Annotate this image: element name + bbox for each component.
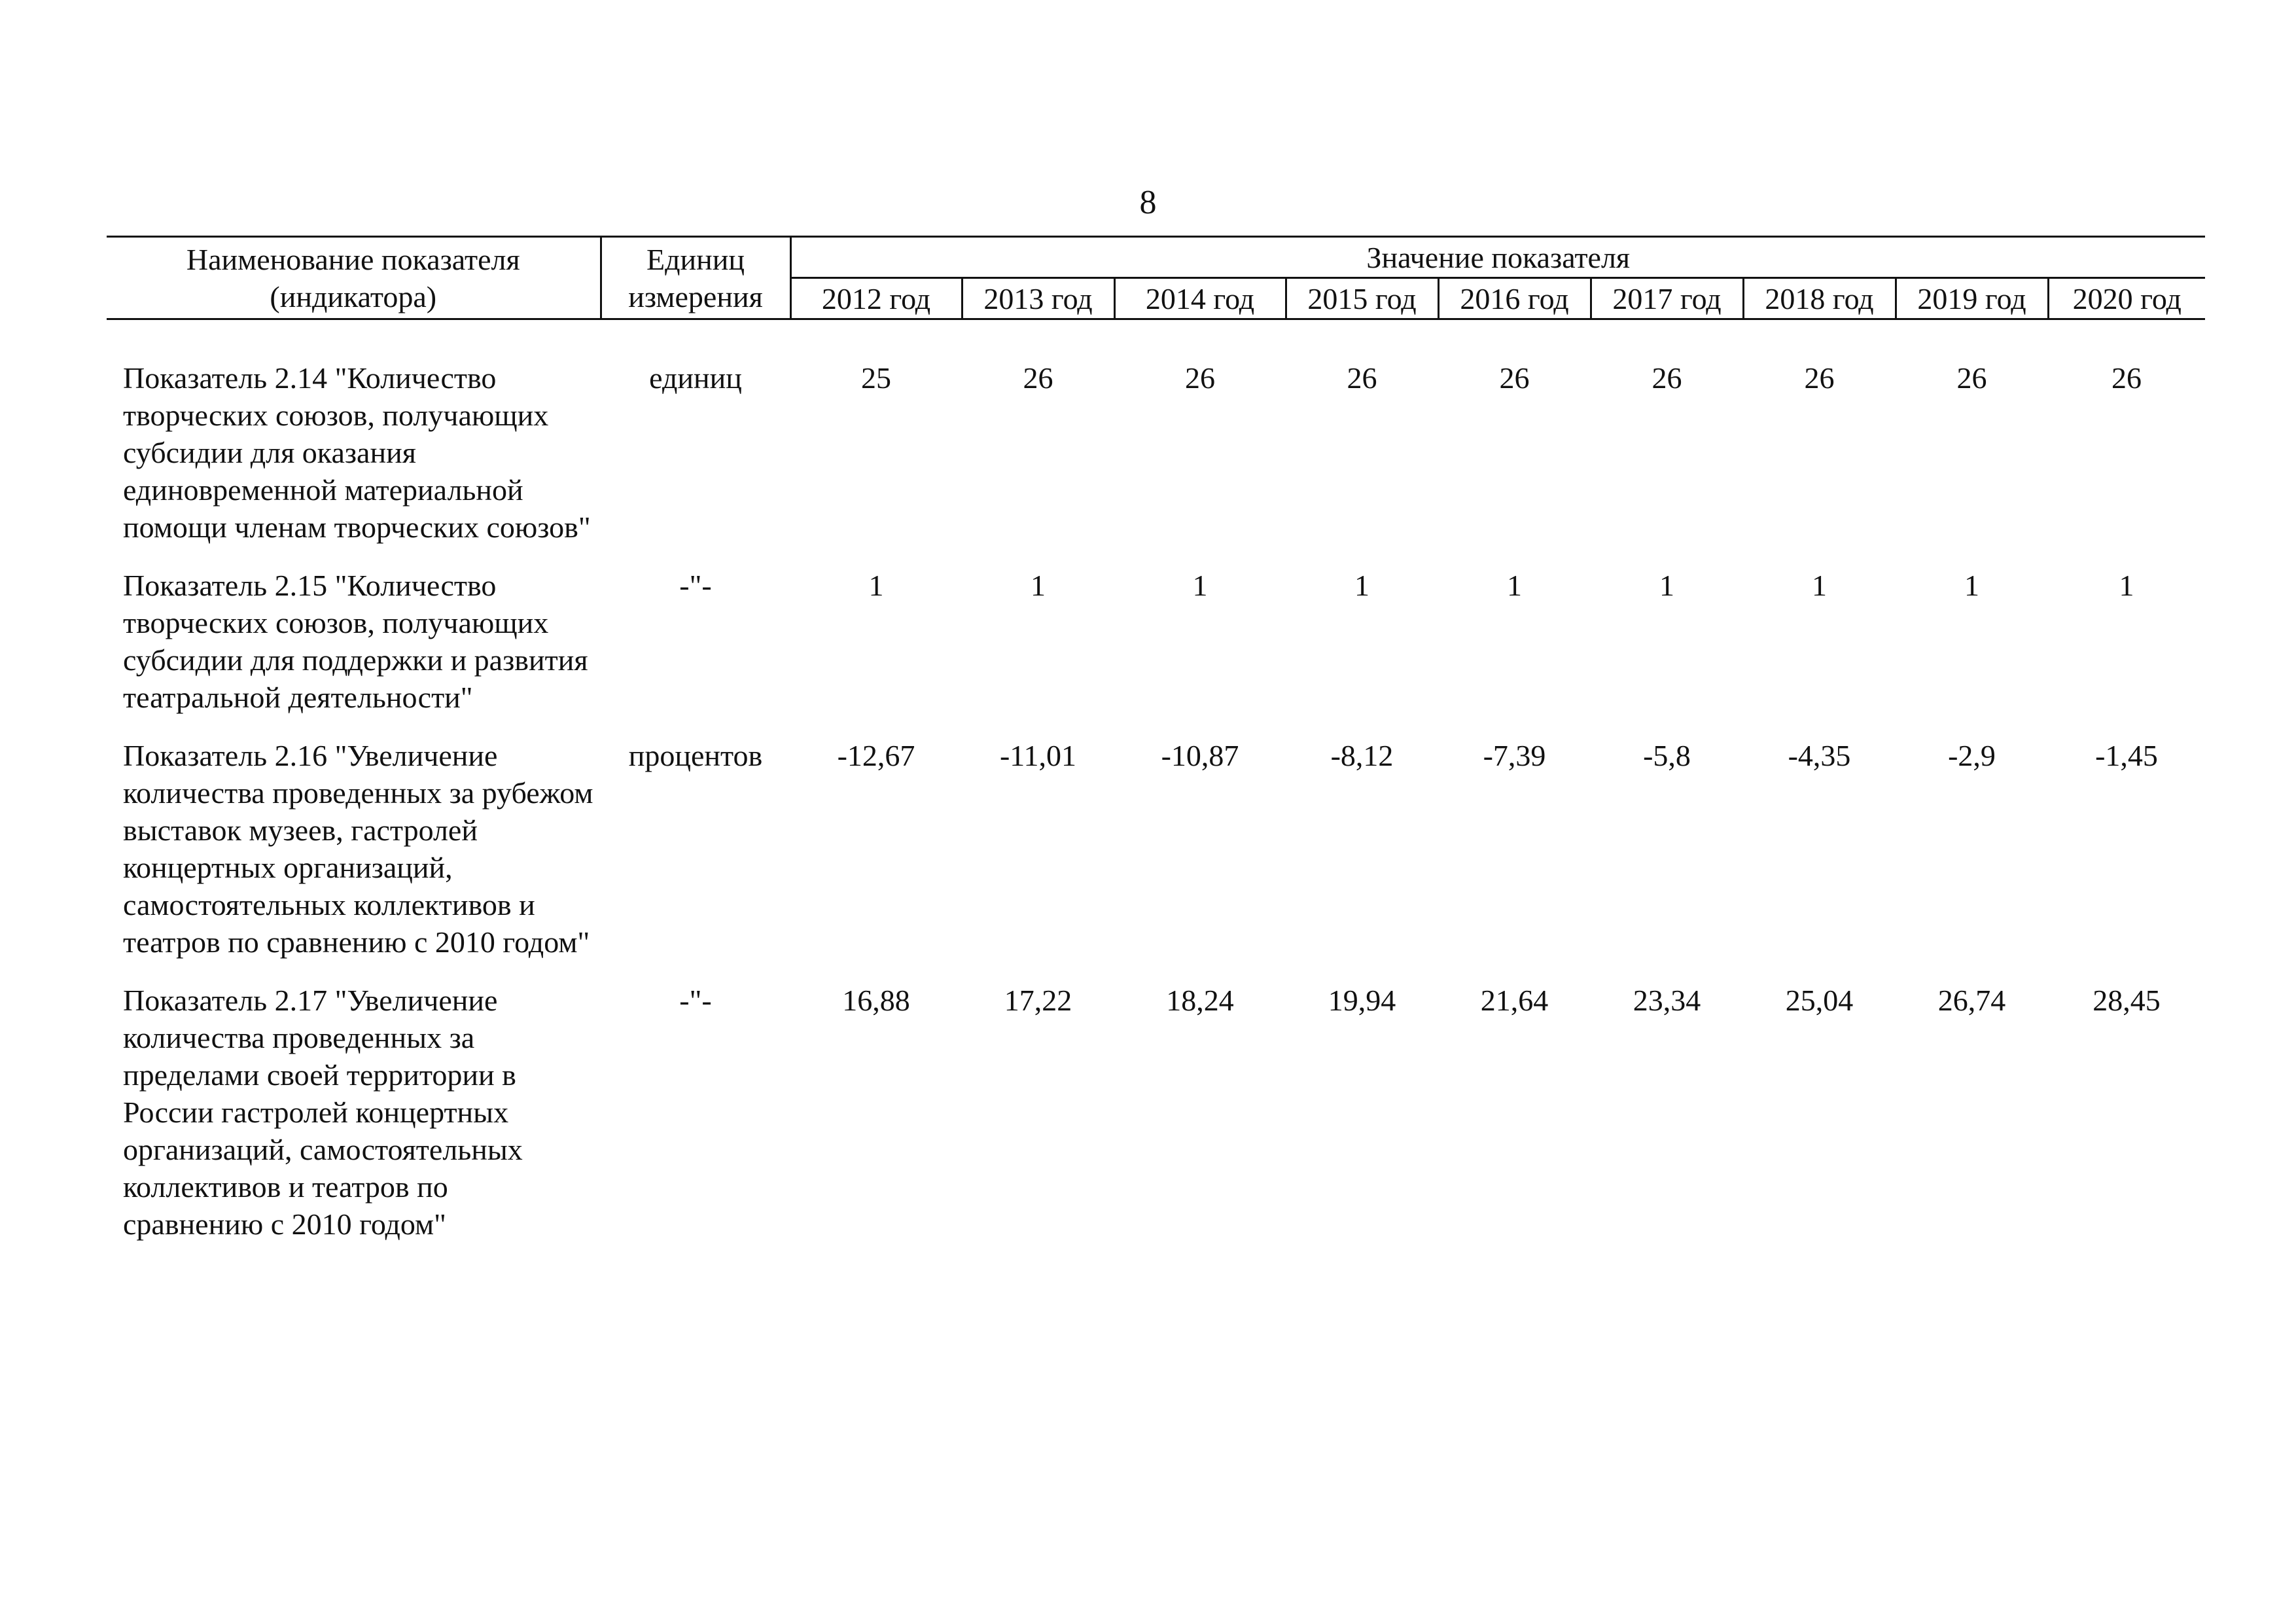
indicator-table: [107, 236, 2205, 1264]
indicator-value: -11,01: [999, 739, 1077, 772]
indicator-value: 16,88: [842, 984, 910, 1017]
header-year: 2016 год: [1438, 278, 1591, 319]
indicator-value: 26: [1804, 361, 1835, 395]
indicator-value: 1: [1659, 569, 1674, 602]
indicator-value: 1: [1192, 569, 1208, 602]
indicator-name: Показатель 2.16 "Увеличение количества проведенных за рубежом выставок музеев, гастролей концертных организаций, самостоятельных коллективов и театров по сравнению с 2010 годом": [123, 739, 593, 959]
indicator-value: -2,9: [1948, 739, 1996, 772]
indicator-value: 21,64: [1480, 984, 1549, 1017]
indicator-value: 26: [1956, 361, 1987, 395]
header-year: 2015 год: [1286, 278, 1438, 319]
header-value-group: Значение показателя: [790, 237, 2205, 278]
table-row: [107, 982, 2205, 1264]
header-unit-line2: измерения: [628, 279, 763, 313]
indicator-value: -12,67: [837, 739, 915, 772]
indicator-value: -10,87: [1161, 739, 1239, 772]
header-unit-line1: Единиц: [646, 242, 745, 276]
indicator-value: 25,04: [1785, 984, 1854, 1017]
indicator-value: 1: [868, 569, 884, 602]
indicator-value: 26: [1651, 361, 1682, 395]
header-year: 2019 год: [1896, 278, 2048, 319]
indicator-value: 17,22: [1004, 984, 1072, 1017]
indicator-unit: процентов: [628, 739, 763, 772]
table-row: [107, 359, 2205, 567]
indicator-name: Показатель 2.14 "Количество творческих союзов, получающих субсидии для оказания единовременной материальной помощи членам творческих союзов": [123, 361, 591, 544]
indicator-value: 26: [1185, 361, 1215, 395]
header-year: 2014 год: [1114, 278, 1286, 319]
indicator-value: 26: [1023, 361, 1053, 395]
indicator-value: 26: [1499, 361, 1530, 395]
indicator-value: 18,24: [1166, 984, 1234, 1017]
header-year: 2012 год: [790, 278, 962, 319]
indicator-value: 26: [2111, 361, 2142, 395]
header-indicator-name-line1: Наименование показателя: [186, 242, 520, 276]
indicator-name: Показатель 2.17 "Увеличение количества проведенных за пределами своей территории в России гастролей концертных организаций, самостоятельных коллективов и театров по сравнению с 2010 годом": [123, 984, 523, 1241]
indicator-value: 1: [1964, 569, 1979, 602]
indicator-value: 1: [1354, 569, 1369, 602]
indicator-value: -7,39: [1483, 739, 1546, 772]
table-row: [107, 567, 2205, 737]
indicator-value: -5,8: [1643, 739, 1691, 772]
table-row: [107, 737, 2205, 982]
page-number: 8: [1139, 184, 1157, 221]
indicator-value: -1,45: [2095, 739, 2158, 772]
indicator-value: 1: [1507, 569, 1522, 602]
indicator-value: 1: [2119, 569, 2134, 602]
header-year: 2020 год: [2048, 278, 2205, 319]
indicator-value: 26,74: [1937, 984, 2006, 1017]
indicator-unit: -"-: [679, 569, 712, 602]
indicator-value: 1: [1812, 569, 1827, 602]
indicator-name: Показатель 2.15 "Количество творческих союзов, получающих субсидии для поддержки и развития театральной деятельности": [123, 569, 588, 714]
indicator-value: 1: [1031, 569, 1046, 602]
indicator-value: 26: [1347, 361, 1377, 395]
indicator-value: 19,94: [1328, 984, 1396, 1017]
header-indicator-name: [107, 237, 601, 319]
indicator-unit: -"-: [679, 984, 712, 1017]
indicator-value: -8,12: [1330, 739, 1394, 772]
indicator-value: 28,45: [2093, 984, 2161, 1017]
header-indicator-name-line2: (индикатора): [270, 279, 437, 313]
indicator-unit: единиц: [649, 361, 742, 395]
indicator-value: -4,35: [1788, 739, 1851, 772]
header-year: 2013 год: [962, 278, 1114, 319]
header-year: 2018 год: [1743, 278, 1896, 319]
header-unit: [601, 237, 790, 319]
indicator-value: 25: [861, 361, 891, 395]
indicator-value: 23,34: [1633, 984, 1701, 1017]
header-year: 2017 год: [1591, 278, 1743, 319]
